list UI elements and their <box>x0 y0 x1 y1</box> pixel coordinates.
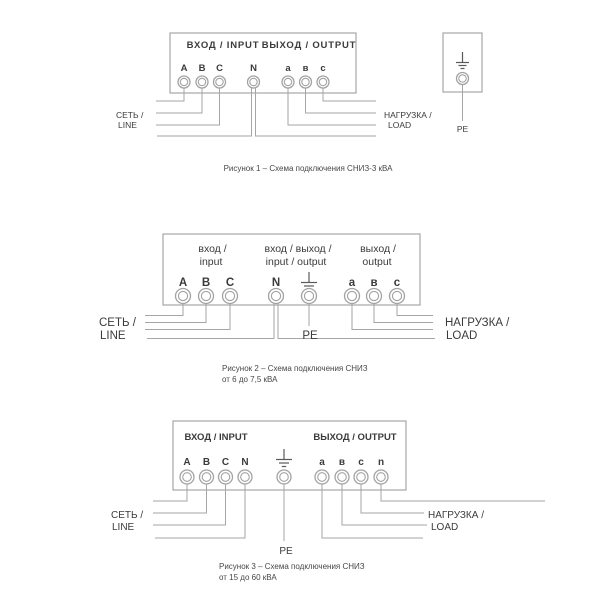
figure2-terminal-label-a: а <box>348 277 356 289</box>
figure1-diagram <box>116 33 482 173</box>
figure2-terminal-label-B: B <box>201 277 211 289</box>
figure3-source-label-line2: LINE <box>112 522 135 533</box>
terminal-N <box>248 76 260 88</box>
terminal-c <box>354 470 368 484</box>
figure2-load-label-line2: LOAD <box>446 330 478 342</box>
terminal-v <box>367 289 382 304</box>
figure3-terminal-label-n: n <box>377 457 385 468</box>
terminal-B <box>199 289 214 304</box>
terminal-A <box>180 470 194 484</box>
figure1-terminal-label-a: а <box>285 63 291 74</box>
terminal-pe <box>277 470 291 484</box>
figure1-terminal-label-A: A <box>180 63 188 74</box>
figure3-caption-line2: от 15 до 60 кВА <box>219 573 277 582</box>
terminal-B <box>196 76 208 88</box>
figure1-pe-label: PE <box>456 124 469 134</box>
figure1-terminal-label-B: B <box>198 63 206 74</box>
terminal-N <box>238 470 252 484</box>
figure2-io-header-line1: вход / выход / <box>264 243 332 255</box>
figure3-load-label-line2: LOAD <box>431 522 459 533</box>
figure1-caption: Рисунок 1 – Схема подключения СНИЗ-3 кВА <box>223 164 393 173</box>
figure2-terminal-label-C: C <box>225 277 235 289</box>
figure3-pe-label: PE <box>279 546 293 557</box>
terminal-pe <box>302 289 317 304</box>
figure3-wires <box>153 484 545 541</box>
terminal-a <box>282 76 294 88</box>
figure3-terminal-label-v: в <box>338 457 346 468</box>
figure3-output-header: ВЫХОД / OUTPUT <box>313 432 397 443</box>
terminal-v <box>300 76 312 88</box>
terminal-a <box>315 470 329 484</box>
figure1-source-label-line2: LINE <box>118 120 137 130</box>
figure2-pe-label: PE <box>302 330 318 342</box>
figure1-terminal-label-c: с <box>320 63 326 74</box>
figure2-source-label-line1: СЕТЬ / <box>99 317 136 329</box>
terminal-C <box>223 289 238 304</box>
figure1-terminal-label-N: N <box>250 63 257 74</box>
figure1-source-label-line1: СЕТЬ / <box>116 110 144 120</box>
terminal-C <box>219 470 233 484</box>
figure3-source-label-line1: СЕТЬ / <box>111 510 144 521</box>
figure3-diagram <box>111 421 545 582</box>
terminal-N <box>269 289 284 304</box>
figure2-input-header-line2: input <box>199 256 223 268</box>
figure1-terminal-label-v: в <box>302 63 309 74</box>
terminal-A <box>178 76 190 88</box>
figure2-terminal-label-A: A <box>178 277 188 289</box>
figure3-caption-line1: Рисунок 3 – Схема подключения СНИЗ <box>219 562 365 571</box>
figure2-terminal-label-N: N <box>271 277 281 289</box>
figure3-terminals <box>180 470 388 484</box>
terminal-A <box>176 289 191 304</box>
terminal-v <box>335 470 349 484</box>
figure2-terminal-label-c: с <box>393 277 401 289</box>
figure2-source-label-line2: LINE <box>100 330 126 342</box>
figure2-io-header-line2: input / output <box>265 256 327 268</box>
terminal-n <box>374 470 388 484</box>
terminal-c <box>390 289 405 304</box>
figure1-input-header: ВХОД / INPUT <box>186 40 260 51</box>
figure1-wires <box>156 88 376 136</box>
terminal-c <box>317 76 329 88</box>
figure1-terminals <box>178 76 329 88</box>
figure3-load-label-line1: НАГРУЗКА / <box>428 510 484 521</box>
figure2-terminal-label-v: в <box>370 277 378 289</box>
figure2-caption-line1: Рисунок 2 – Схема подключения СНИЗ <box>222 364 368 373</box>
figure2-output-header-line1: выход / <box>360 243 396 255</box>
figure2-diagram <box>99 234 510 384</box>
figure3-terminal-label-B: B <box>202 457 211 468</box>
figure2-input-header-line1: вход / <box>198 243 227 255</box>
terminal-pe <box>457 73 469 85</box>
figure3-terminal-label-N: N <box>241 457 249 468</box>
figure2-wires <box>145 304 435 339</box>
figure1-terminal-label-C: C <box>216 63 223 74</box>
figure2-output-header-line2: output <box>362 256 392 268</box>
terminal-a <box>345 289 360 304</box>
terminal-B <box>200 470 214 484</box>
figure3-terminal-label-A: A <box>183 457 191 468</box>
figure3-terminal-label-c: с <box>358 457 364 468</box>
figure3-terminal-label-a: а <box>319 457 325 468</box>
terminal-C <box>214 76 226 88</box>
figure1-load-label-line1: НАГРУЗКА / <box>384 110 432 120</box>
figure1-output-header: ВЫХОД / OUTPUT <box>261 40 357 51</box>
figure1-load-label-line2: LOAD <box>388 120 412 130</box>
figure2-caption-line2: от 6 до 7,5 кВА <box>222 375 278 384</box>
figure1-pe-box <box>443 33 482 134</box>
figure3-terminal-label-C: C <box>221 457 230 468</box>
figure3-input-header: ВХОД / INPUT <box>184 432 248 443</box>
figure2-load-label-line1: НАГРУЗКА / <box>445 317 510 329</box>
